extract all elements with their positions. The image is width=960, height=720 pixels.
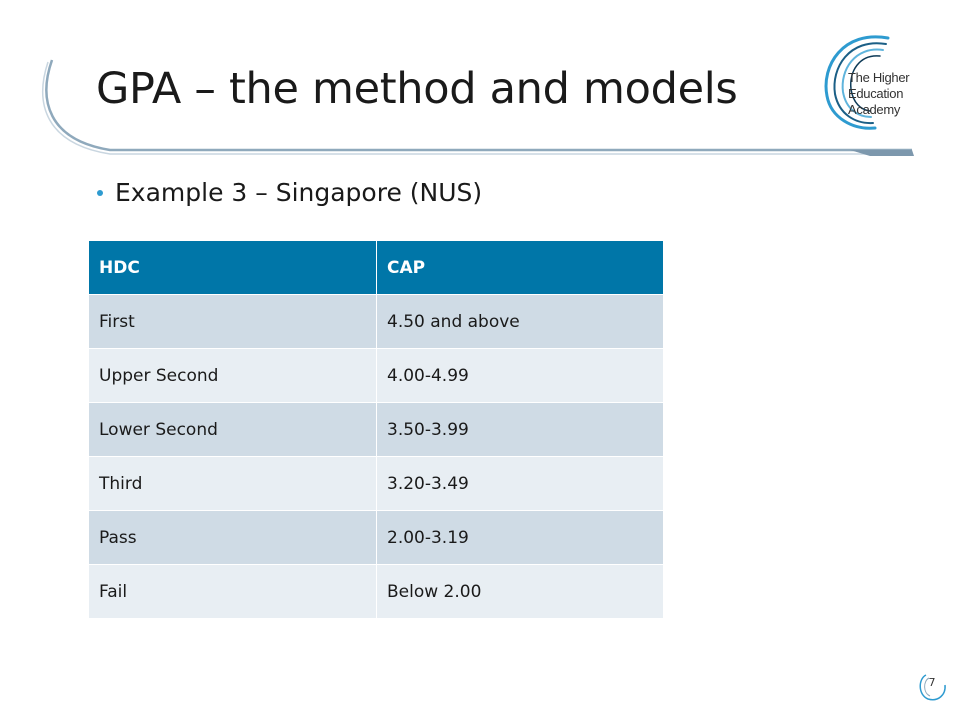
table-row [89, 565, 664, 619]
table-cell: 3.20-3.49 [377, 457, 664, 511]
table-cell: 4.00-4.99 [377, 349, 664, 403]
table-row [89, 403, 664, 457]
table-cell: Lower Second [89, 403, 377, 457]
column-header-cap: CAP [377, 241, 664, 295]
table-header-row [89, 241, 664, 295]
table-cell: Below 2.00 [377, 565, 664, 619]
grade-table [88, 240, 664, 619]
bullet-text: Example 3 – Singapore (NUS) [115, 178, 483, 207]
logo-line: Education [848, 86, 904, 101]
bullet-item [97, 178, 482, 207]
table-cell: First [89, 295, 377, 349]
table-cell: Upper Second [89, 349, 377, 403]
logo-line: Academy [848, 102, 901, 117]
table-cell: Pass [89, 511, 377, 565]
table-cell: Third [89, 457, 377, 511]
table-row [89, 349, 664, 403]
table-row [89, 457, 664, 511]
logo-line: The Higher [848, 70, 910, 85]
slide-title: GPA – the method and models [96, 64, 738, 114]
table-cell: 2.00-3.19 [377, 511, 664, 565]
table-row [89, 511, 664, 565]
table-cell: 4.50 and above [377, 295, 664, 349]
bullet-dot-icon [97, 190, 103, 196]
table-row [89, 295, 664, 349]
column-header-hdc: HDC [89, 241, 377, 295]
page-number: 7 [928, 676, 936, 689]
hea-logo-text [848, 70, 909, 118]
table-cell: 3.50-3.99 [377, 403, 664, 457]
table-cell: Fail [89, 565, 377, 619]
